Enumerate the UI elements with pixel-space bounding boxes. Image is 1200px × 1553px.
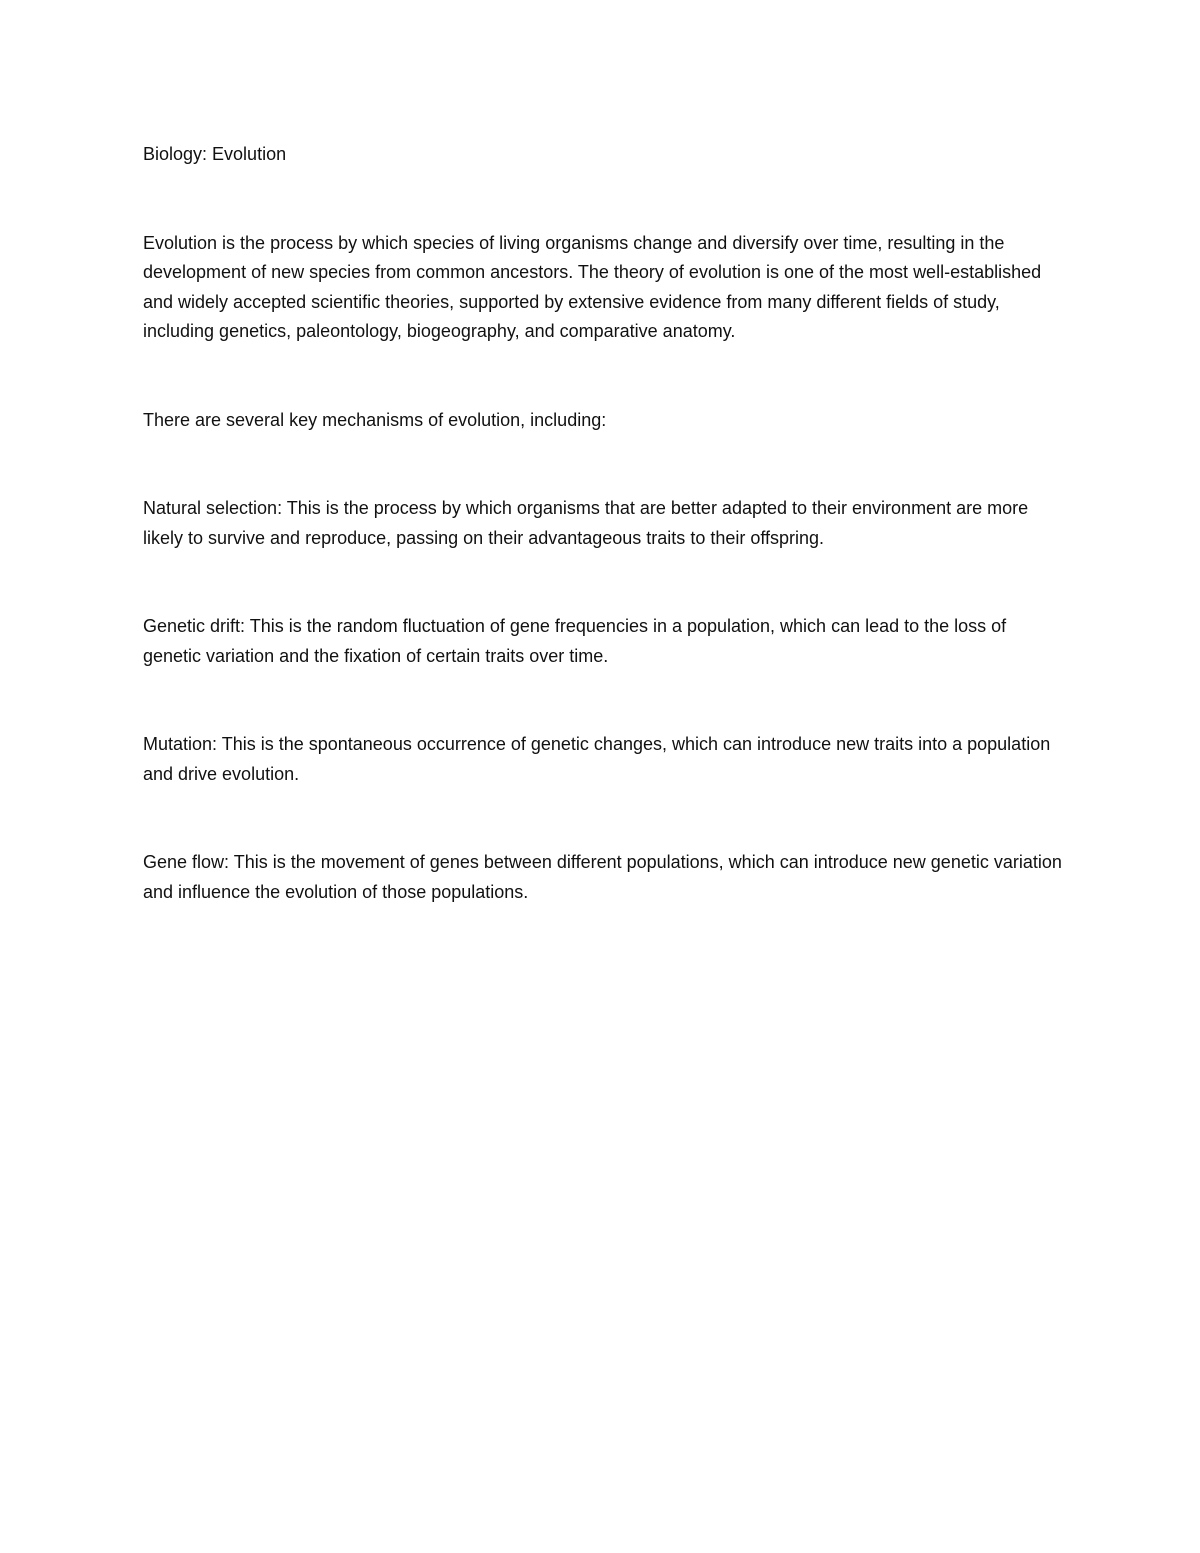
mechanism-natural-selection: Natural selection: This is the process by which organisms that are better adapted to their environment are more likely to survive and reproduce, passing on their advantageous traits to their offspring.: [143, 498, 1029, 548]
intro-paragraph: Evolution is the process by which species of living organisms change and diversify over time, resulting in the development of new species from common ancestors. The theory of evolution is one of the most well-established and widely accepted scientific theories, supported by extensive evidence from many different fields of study, including genetics, paleontology, biogeography, and comparative anatomy.: [143, 232, 1042, 341]
document-title: Biology: Evolution: [143, 144, 287, 164]
mechanism-gene-flow: Gene flow: This is the movement of genes between different populations, which can introduce new genetic variation and influence the evolution of those populations.: [143, 852, 1062, 902]
document-body: [143, 140, 1063, 907]
mechanism-genetic-drift: Genetic drift: This is the random fluctuation of gene frequencies in a population, which can lead to the loss of genetic variation and the fixation of certain traits over time.: [143, 616, 1007, 666]
mechanism-mutation: Mutation: This is the spontaneous occurrence of genetic changes, which can introduce new traits into a population and drive evolution.: [143, 734, 1051, 784]
mechanisms-lead-paragraph: There are several key mechanisms of evolution, including:: [143, 409, 607, 430]
